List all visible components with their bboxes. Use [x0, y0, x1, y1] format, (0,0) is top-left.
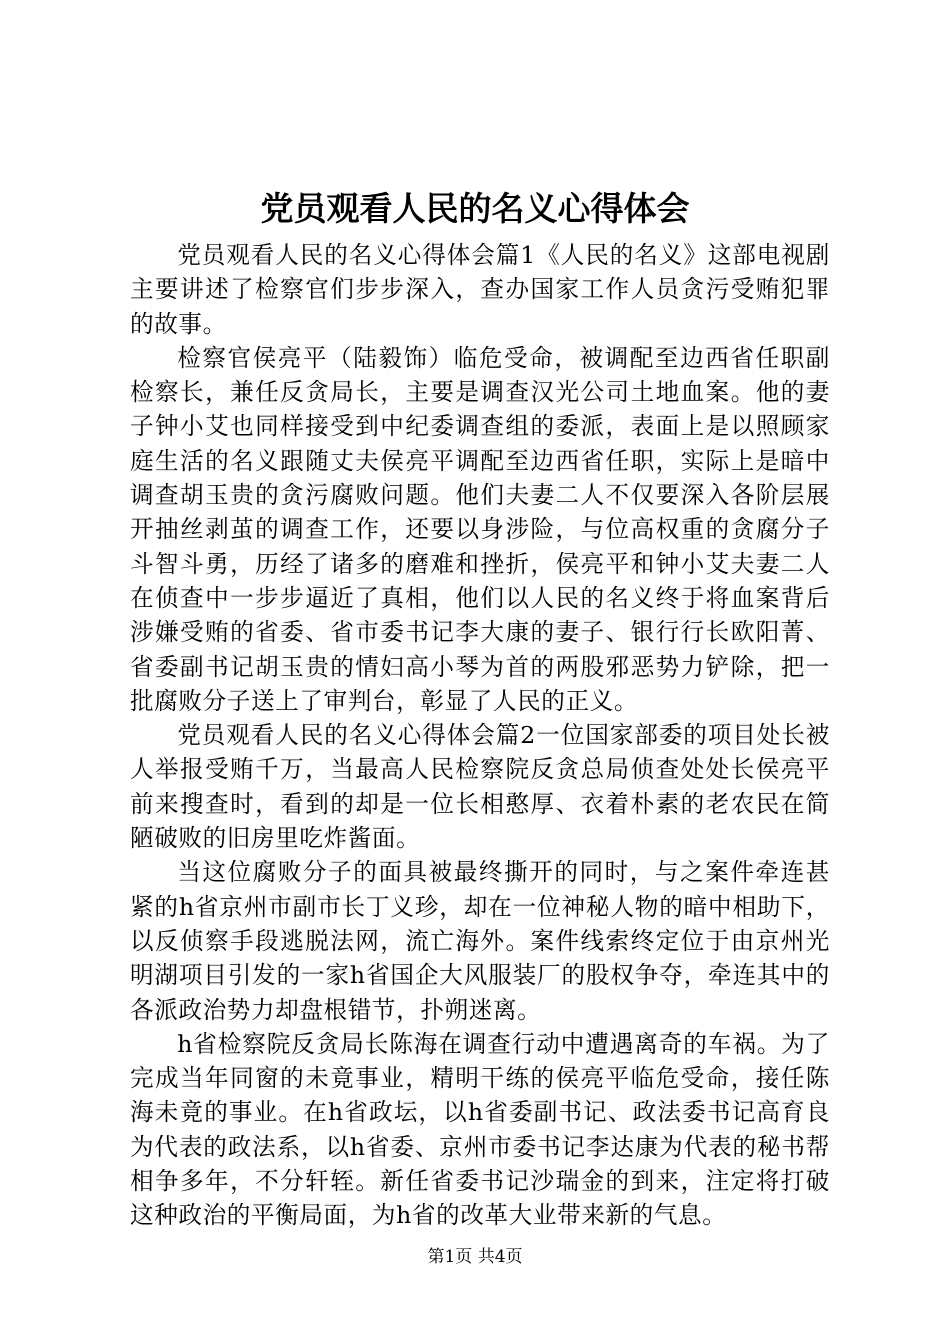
paragraph: 党员观看人民的名义心得体会篇2一位国家部委的项目处长被人举报受贿千万，当最高人民检察院反贪总局侦查处处长侯亮平前来搜查时，看到的却是一位长相憨厚、衣着朴素的老农民在简陋破败的旧房里吃炸酱面。 [130, 721, 830, 853]
paragraph: 检察官侯亮平（陆毅饰）临危受命，被调配至边西省任职副检察长，兼任反贪局长，主要是调查汉光公司土地血案。他的妻子钟小艾也同样接受到中纪委调查组的委派，表面上是以照顾家庭生活的名义跟随丈夫侯亮平调配至边西省任职，实际上是暗中调查胡玉贵的贪污腐败问题。他们夫妻二人不仅要深入各阶层展开抽丝剥茧的调查工作，还要以身涉险，与位高权重的贪腐分子斗智斗勇，历经了诸多的磨难和挫折，侯亮平和钟小艾夫妻二人在侦查中一步步逼近了真相，他们以人民的名义终于将血案背后涉嫌受贿的省委、省市委书记李大康的妻子、银行行长欧阳菁、省委副书记胡玉贵的情妇高小琴为首的两股邪恶势力铲除，把一批腐败分子送上了审判台，彰显了人民的正义。 [130, 343, 830, 715]
paragraph: 当这位腐败分子的面具被最终撕开的同时，与之案件牵连甚紧的h省京州市副市长丁义珍，却在一位神秘人物的暗中相助下，以反侦察手段逃脱法网，流亡海外。案件线索终定位于由京州光明湖项目引发的一家h省国企大风服装厂的股权争夺，牵连其中的各派政治势力却盘根错节，扑朔迷离。 [130, 858, 830, 1024]
document-body [130, 238, 830, 1233]
document-title: 党员观看人民的名义心得体会 [260, 189, 690, 228]
page-footer: 第1页 共4页 [427, 1247, 523, 1267]
paragraph: h省检察院反贪局长陈海在调查行动中遭遇离奇的车祸。为了完成当年同窗的未竟事业，精明干练的侯亮平临危受命，接任陈海未竟的事业。在h省政坛，以h省委副书记、政法委书记高育良为代表的政法系，以h省委、京州市委书记李达康为代表的秘书帮相争多年，不分轩轾。新任省委书记沙瑞金的到来，注定将打破这种政治的平衡局面，为h省的改革大业带来新的气息。 [130, 1029, 830, 1230]
paragraph: 党员观看人民的名义心得体会篇1《人民的名义》这部电视剧主要讲述了检察官们步步深入，查办国家工作人员贪污受贿犯罪的故事。 [130, 241, 830, 338]
